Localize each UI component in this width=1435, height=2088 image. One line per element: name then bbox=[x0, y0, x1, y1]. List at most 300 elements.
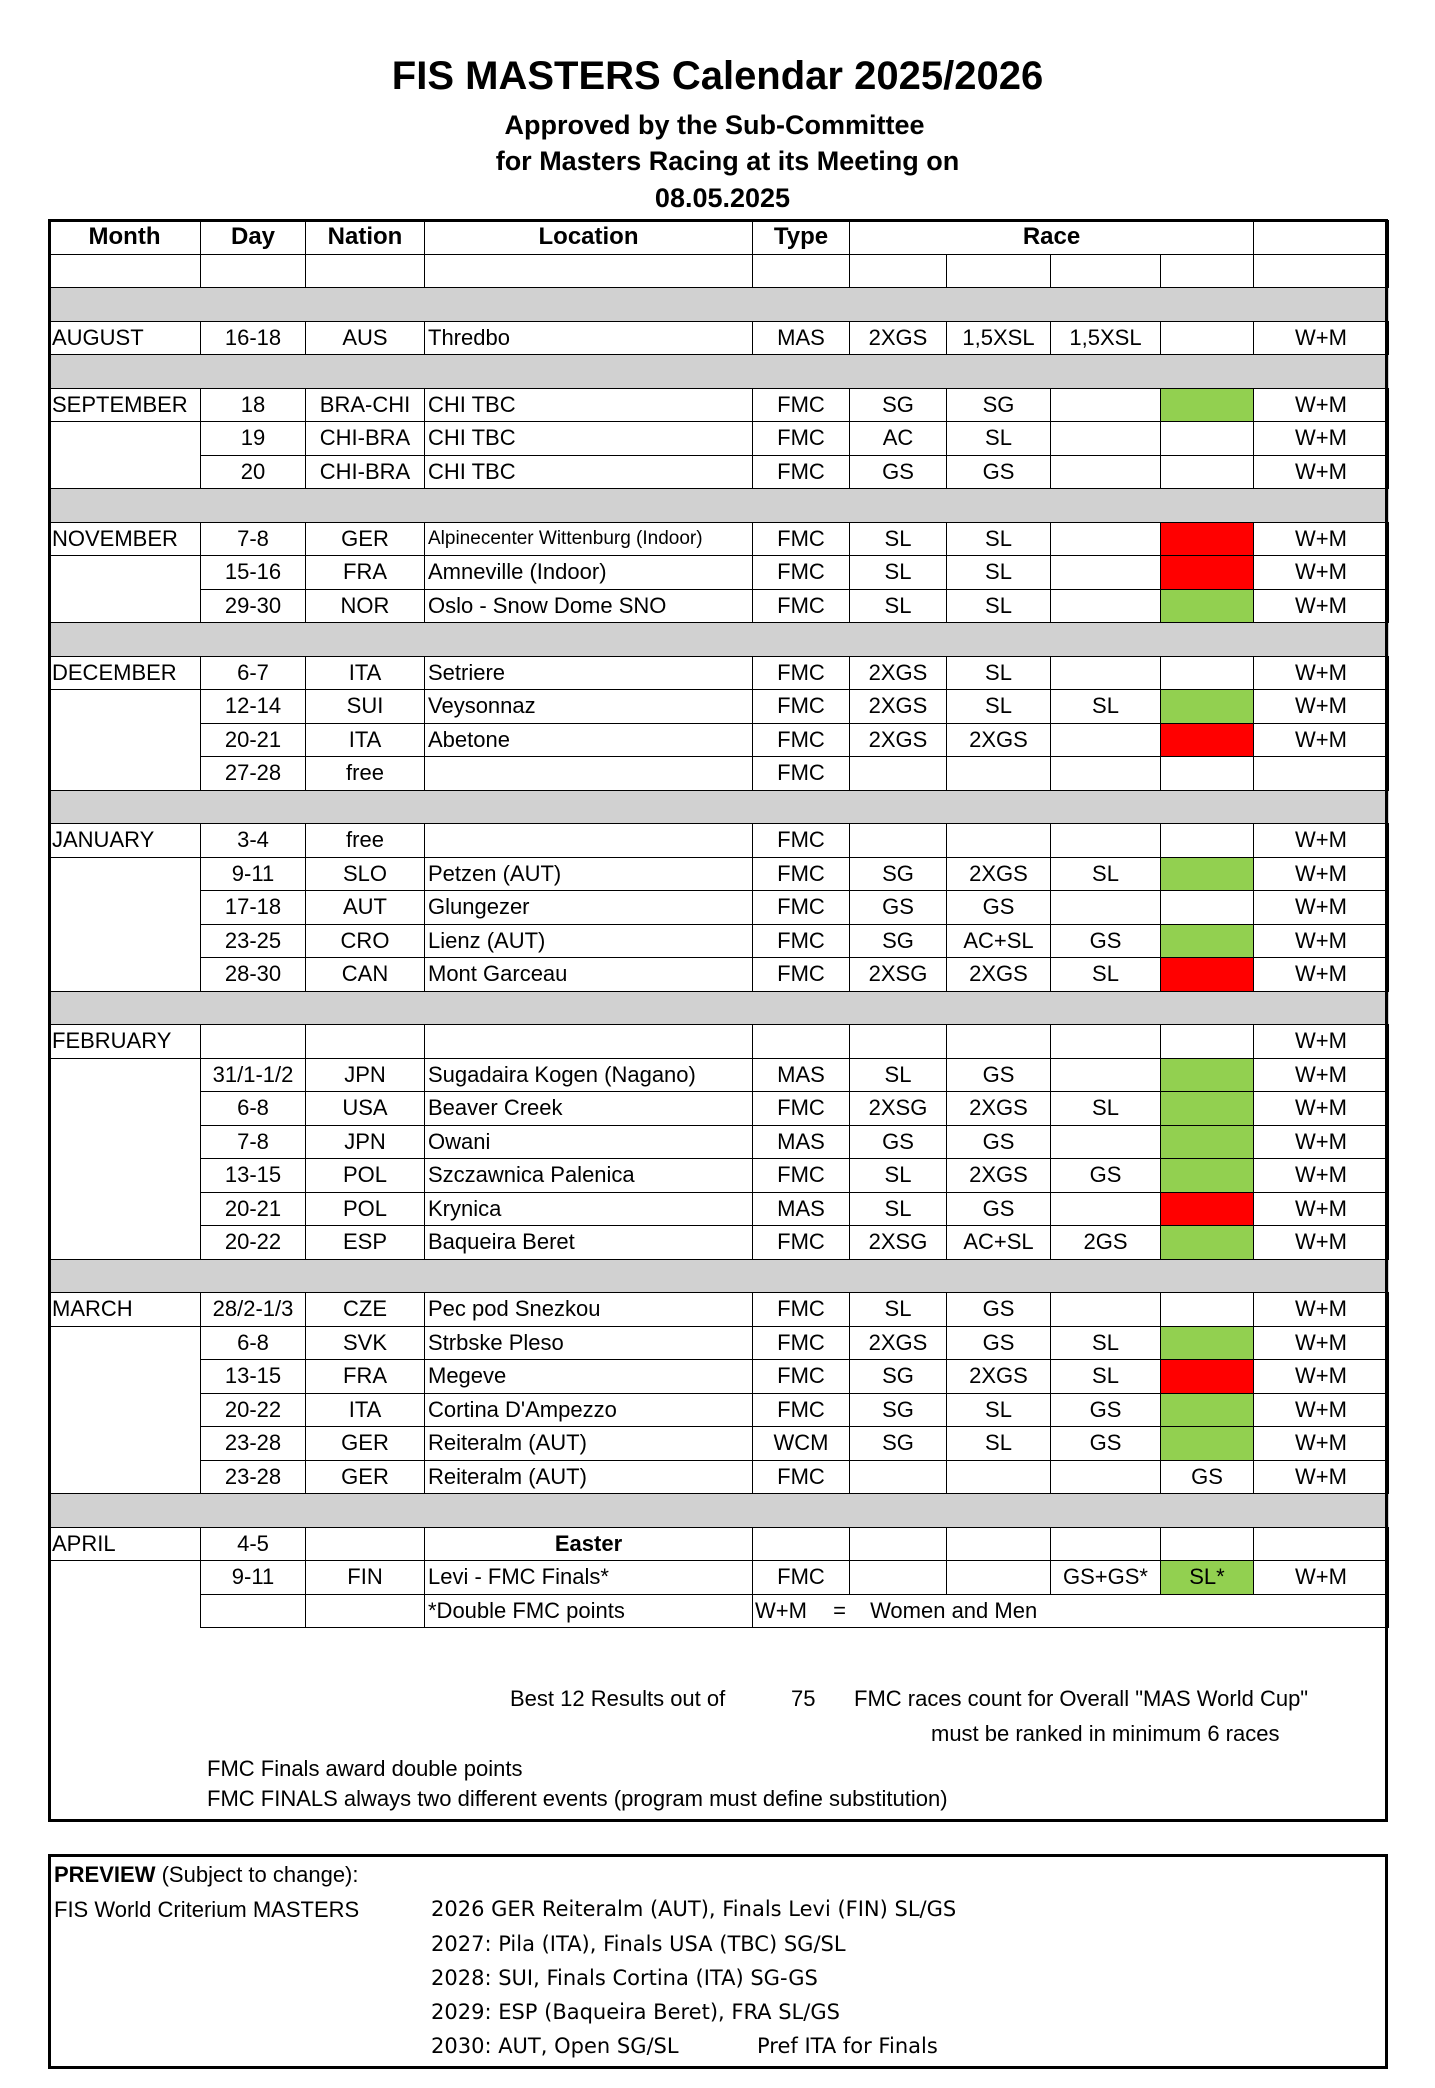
separator-cell bbox=[49, 991, 201, 1025]
status-cell bbox=[1161, 757, 1254, 791]
gender-cell: W+M bbox=[1254, 422, 1389, 456]
subtitle-line-2: for Masters Racing at its Meeting on bbox=[495, 146, 960, 176]
gender-cell: W+M bbox=[1254, 958, 1389, 992]
separator-cell bbox=[1254, 489, 1389, 523]
location-cell: Strbske Pleso bbox=[425, 1326, 753, 1360]
type-cell: FMC bbox=[753, 589, 850, 623]
race-2-cell: SL bbox=[947, 656, 1051, 690]
event-row bbox=[49, 1460, 1389, 1494]
nation-cell: USA bbox=[306, 1092, 425, 1126]
separator-cell bbox=[425, 623, 753, 657]
preview-2030-pref: Pref ITA for Finals bbox=[757, 2034, 938, 2058]
race-1-cell: 2XSG bbox=[850, 1226, 947, 1260]
blank-cell bbox=[850, 254, 947, 288]
month-cell bbox=[49, 556, 201, 590]
separator-row bbox=[49, 288, 1389, 322]
location-cell: Krynica bbox=[425, 1192, 753, 1226]
separator-cell bbox=[850, 623, 947, 657]
race-3-cell: SL bbox=[1051, 958, 1161, 992]
approval-date: 08.05.2025 bbox=[654, 183, 791, 213]
best-results-count: 75 bbox=[791, 1686, 816, 1711]
separator-cell bbox=[425, 991, 753, 1025]
race-3-cell bbox=[1051, 556, 1161, 590]
day-cell: 6-8 bbox=[201, 1092, 306, 1126]
finals-double-points: FMC Finals award double points bbox=[207, 1756, 523, 1781]
event-row bbox=[49, 522, 1389, 556]
race-1-cell bbox=[850, 757, 947, 791]
type-cell: FMC bbox=[753, 455, 850, 489]
gender-cell: W+M bbox=[1254, 690, 1389, 724]
event-row bbox=[49, 857, 1389, 891]
day-cell: 29-30 bbox=[201, 589, 306, 623]
separator-cell bbox=[306, 355, 425, 389]
race-2-cell: 2XGS bbox=[947, 1360, 1051, 1394]
separator-cell bbox=[1161, 355, 1254, 389]
status-cell bbox=[1161, 321, 1254, 355]
column-header-type: Type bbox=[753, 221, 850, 255]
race-1-cell: AC bbox=[850, 422, 947, 456]
type-cell: MAS bbox=[753, 1058, 850, 1092]
event-row bbox=[49, 1092, 1389, 1126]
race-3-cell: SL bbox=[1051, 1360, 1161, 1394]
nation-cell: AUT bbox=[306, 891, 425, 925]
nation-cell: ITA bbox=[306, 656, 425, 690]
type-cell: FMC bbox=[753, 924, 850, 958]
status-cell bbox=[1161, 1226, 1254, 1260]
event-row bbox=[49, 1527, 1389, 1561]
race-3-cell: GS bbox=[1051, 924, 1161, 958]
race-1-cell: 2XSG bbox=[850, 1092, 947, 1126]
separator-cell bbox=[306, 489, 425, 523]
gender-cell: W+M bbox=[1254, 1058, 1389, 1092]
separator-cell bbox=[1161, 1494, 1254, 1528]
gender-cell: W+M bbox=[1254, 522, 1389, 556]
day-cell bbox=[201, 1025, 306, 1059]
month-cell: APRIL bbox=[49, 1527, 201, 1561]
separator-cell bbox=[753, 288, 850, 322]
separator-cell bbox=[1161, 489, 1254, 523]
month-cell: DECEMBER bbox=[49, 656, 201, 690]
wm-equals: = bbox=[833, 1597, 846, 1623]
day-cell: 9-11 bbox=[201, 1561, 306, 1595]
status-cell: SL* bbox=[1161, 1561, 1254, 1595]
separator-cell bbox=[753, 790, 850, 824]
gender-cell: W+M bbox=[1254, 1025, 1389, 1059]
month-cell bbox=[49, 690, 201, 724]
event-row bbox=[49, 1326, 1389, 1360]
race-3-cell bbox=[1051, 1460, 1161, 1494]
race-3-cell bbox=[1051, 1125, 1161, 1159]
nation-cell: AUS bbox=[306, 321, 425, 355]
race-2-cell bbox=[947, 824, 1051, 858]
event-row bbox=[49, 1427, 1389, 1461]
status-cell bbox=[1161, 1326, 1254, 1360]
best-results-label: Best 12 Results out of bbox=[510, 1686, 726, 1711]
type-cell: FMC bbox=[753, 723, 850, 757]
day-cell: 19 bbox=[201, 422, 306, 456]
type-cell: FMC bbox=[753, 1360, 850, 1394]
type-cell: FMC bbox=[753, 891, 850, 925]
blank-cell bbox=[947, 254, 1051, 288]
status-cell bbox=[1161, 1159, 1254, 1193]
day-cell: 13-15 bbox=[201, 1360, 306, 1394]
nation-cell: GER bbox=[306, 1460, 425, 1494]
status-cell bbox=[1161, 388, 1254, 422]
type-cell: WCM bbox=[753, 1427, 850, 1461]
column-header-day: Day bbox=[201, 221, 306, 255]
type-cell: FMC bbox=[753, 1561, 850, 1595]
race-3-cell: SL bbox=[1051, 1326, 1161, 1360]
separator-cell bbox=[753, 1259, 850, 1293]
status-cell bbox=[1161, 1125, 1254, 1159]
nation-cell: SVK bbox=[306, 1326, 425, 1360]
type-cell bbox=[753, 1527, 850, 1561]
nation-cell bbox=[306, 1025, 425, 1059]
type-cell: MAS bbox=[753, 1125, 850, 1159]
race-1-cell: SG bbox=[850, 1393, 947, 1427]
month-cell: NOVEMBER bbox=[49, 522, 201, 556]
status-cell bbox=[1161, 1025, 1254, 1059]
separator-cell bbox=[947, 623, 1051, 657]
race-3-cell bbox=[1051, 1025, 1161, 1059]
race-2-cell: 2XGS bbox=[947, 723, 1051, 757]
legend-row bbox=[49, 1594, 1389, 1628]
wm-abbr: W+M bbox=[755, 1597, 807, 1623]
type-cell: FMC bbox=[753, 1393, 850, 1427]
separator-cell bbox=[201, 355, 306, 389]
race-1-cell: 2XGS bbox=[850, 1326, 947, 1360]
separator-cell bbox=[1254, 991, 1389, 1025]
separator-cell bbox=[1051, 1494, 1161, 1528]
race-2-cell bbox=[947, 1527, 1051, 1561]
type-cell: FMC bbox=[753, 1226, 850, 1260]
month-cell bbox=[49, 589, 201, 623]
preview-2026: 2026 GER Reiteralm (AUT), Finals Levi (FIN) SL/GS bbox=[431, 1897, 957, 1921]
page-title: FIS MASTERS Calendar 2025/2026 bbox=[391, 54, 1044, 98]
separator-cell bbox=[306, 288, 425, 322]
separator-cell bbox=[201, 991, 306, 1025]
separator-cell bbox=[425, 1494, 753, 1528]
type-cell: FMC bbox=[753, 388, 850, 422]
status-cell bbox=[1161, 1393, 1254, 1427]
location-cell: Baqueira Beret bbox=[425, 1226, 753, 1260]
race-2-cell: SL bbox=[947, 556, 1051, 590]
type-cell: FMC bbox=[753, 522, 850, 556]
status-cell bbox=[1161, 522, 1254, 556]
separator-cell bbox=[753, 991, 850, 1025]
status-cell bbox=[1161, 656, 1254, 690]
event-row bbox=[49, 1293, 1389, 1327]
nation-cell: BRA-CHI bbox=[306, 388, 425, 422]
notes-box bbox=[48, 1682, 1388, 1822]
race-2-cell bbox=[947, 1460, 1051, 1494]
separator-cell bbox=[306, 623, 425, 657]
race-1-cell: SL bbox=[850, 522, 947, 556]
race-3-cell: GS bbox=[1051, 1159, 1161, 1193]
nation-cell: NOR bbox=[306, 589, 425, 623]
event-row bbox=[49, 1360, 1389, 1394]
gender-cell: W+M bbox=[1254, 1427, 1389, 1461]
month-cell: JANUARY bbox=[49, 824, 201, 858]
race-3-cell bbox=[1051, 388, 1161, 422]
separator-cell bbox=[1051, 991, 1161, 1025]
location-cell: CHI TBC bbox=[425, 422, 753, 456]
month-cell bbox=[49, 1159, 201, 1193]
type-cell: FMC bbox=[753, 1460, 850, 1494]
day-cell: 20-21 bbox=[201, 1192, 306, 1226]
location-cell: Sugadaira Kogen (Nagano) bbox=[425, 1058, 753, 1092]
gender-cell: W+M bbox=[1254, 924, 1389, 958]
event-row bbox=[49, 824, 1389, 858]
race-1-cell bbox=[850, 1460, 947, 1494]
event-row bbox=[49, 1025, 1389, 1059]
race-1-cell: SG bbox=[850, 1360, 947, 1394]
day-cell: 16-18 bbox=[201, 321, 306, 355]
nation-cell: JPN bbox=[306, 1125, 425, 1159]
nation-cell: GER bbox=[306, 522, 425, 556]
separator-cell bbox=[753, 1494, 850, 1528]
gender-cell: W+M bbox=[1254, 321, 1389, 355]
gender-cell: W+M bbox=[1254, 891, 1389, 925]
day-cell: 17-18 bbox=[201, 891, 306, 925]
race-1-cell: SL bbox=[850, 1058, 947, 1092]
race-2-cell: SL bbox=[947, 690, 1051, 724]
blank-cell bbox=[425, 254, 753, 288]
race-3-cell bbox=[1051, 1058, 1161, 1092]
race-1-cell: GS bbox=[850, 455, 947, 489]
day-cell: 20-22 bbox=[201, 1226, 306, 1260]
column-header-month: Month bbox=[49, 221, 201, 255]
status-cell bbox=[1161, 924, 1254, 958]
preview-2030: 2030: AUT, Open SG/SL bbox=[431, 2034, 679, 2058]
month-cell bbox=[49, 1226, 201, 1260]
separator-cell bbox=[947, 991, 1051, 1025]
race-1-cell: GS bbox=[850, 1125, 947, 1159]
event-row bbox=[49, 1192, 1389, 1226]
separator-cell bbox=[850, 991, 947, 1025]
day-cell: 7-8 bbox=[201, 1125, 306, 1159]
separator-cell bbox=[49, 790, 201, 824]
status-cell bbox=[1161, 1427, 1254, 1461]
separator-cell bbox=[49, 288, 201, 322]
race-1-cell bbox=[850, 1025, 947, 1059]
nation-cell: ITA bbox=[306, 723, 425, 757]
event-row bbox=[49, 1125, 1389, 1159]
type-cell: FMC bbox=[753, 824, 850, 858]
nation-cell: FRA bbox=[306, 1360, 425, 1394]
status-cell bbox=[1161, 891, 1254, 925]
nation-cell: CAN bbox=[306, 958, 425, 992]
race-2-cell: SL bbox=[947, 1427, 1051, 1461]
race-2-cell: AC+SL bbox=[947, 924, 1051, 958]
preview-box bbox=[48, 1854, 1388, 2069]
status-cell: GS bbox=[1161, 1460, 1254, 1494]
race-2-cell: 1,5XSL bbox=[947, 321, 1051, 355]
status-cell bbox=[1161, 1527, 1254, 1561]
race-2-cell: GS bbox=[947, 455, 1051, 489]
separator-cell bbox=[753, 623, 850, 657]
type-cell: FMC bbox=[753, 690, 850, 724]
blank-cell bbox=[306, 254, 425, 288]
race-3-cell: SL bbox=[1051, 857, 1161, 891]
location-cell bbox=[425, 824, 753, 858]
nation-cell bbox=[306, 1527, 425, 1561]
race-2-cell: GS bbox=[947, 1192, 1051, 1226]
month-cell bbox=[49, 958, 201, 992]
separator-cell bbox=[1051, 1259, 1161, 1293]
event-row bbox=[49, 455, 1389, 489]
event-row bbox=[49, 388, 1389, 422]
status-cell bbox=[1161, 1360, 1254, 1394]
preview-label: FIS World Criterium MASTERS bbox=[54, 1897, 360, 1922]
race-2-cell: SL bbox=[947, 422, 1051, 456]
location-cell: Levi - FMC Finals* bbox=[425, 1561, 753, 1595]
location-cell: Amneville (Indoor) bbox=[425, 556, 753, 590]
separator-cell bbox=[1254, 1259, 1389, 1293]
race-2-cell: GS bbox=[947, 1293, 1051, 1327]
type-cell: FMC bbox=[753, 1159, 850, 1193]
month-cell bbox=[49, 757, 201, 791]
race-2-cell: SL bbox=[947, 1393, 1051, 1427]
day-cell: 6-7 bbox=[201, 656, 306, 690]
column-header-gender bbox=[1254, 221, 1389, 255]
separator-cell bbox=[306, 1259, 425, 1293]
separator-cell bbox=[49, 1259, 201, 1293]
separator-cell bbox=[850, 1494, 947, 1528]
blank-cell bbox=[201, 254, 306, 288]
location-cell: Cortina D'Ampezzo bbox=[425, 1393, 753, 1427]
event-row bbox=[49, 556, 1389, 590]
calendar-table bbox=[48, 220, 1389, 1628]
status-cell bbox=[1161, 690, 1254, 724]
day-cell: 31/1-1/2 bbox=[201, 1058, 306, 1092]
status-cell bbox=[1161, 824, 1254, 858]
race-2-cell: SL bbox=[947, 589, 1051, 623]
separator-cell bbox=[850, 790, 947, 824]
gender-cell: W+M bbox=[1254, 556, 1389, 590]
month-cell bbox=[49, 1058, 201, 1092]
blank-cell bbox=[1254, 254, 1389, 288]
gender-cell bbox=[1254, 757, 1389, 791]
race-3-cell bbox=[1051, 891, 1161, 925]
race-2-cell: SG bbox=[947, 388, 1051, 422]
calendar-body bbox=[49, 221, 1389, 1595]
nation-cell: ITA bbox=[306, 1393, 425, 1427]
column-header-nation: Nation bbox=[306, 221, 425, 255]
separator-cell bbox=[1161, 623, 1254, 657]
separator-cell bbox=[1254, 790, 1389, 824]
event-row bbox=[49, 891, 1389, 925]
event-row bbox=[49, 924, 1389, 958]
event-row bbox=[49, 690, 1389, 724]
status-cell bbox=[1161, 958, 1254, 992]
day-cell: 27-28 bbox=[201, 757, 306, 791]
separator-cell bbox=[201, 623, 306, 657]
race-1-cell: SG bbox=[850, 1427, 947, 1461]
separator-cell bbox=[850, 288, 947, 322]
month-cell: SEPTEMBER bbox=[49, 388, 201, 422]
day-cell: 6-8 bbox=[201, 1326, 306, 1360]
event-row bbox=[49, 1058, 1389, 1092]
race-1-cell bbox=[850, 824, 947, 858]
nation-cell: JPN bbox=[306, 1058, 425, 1092]
nation-cell: POL bbox=[306, 1159, 425, 1193]
race-1-cell: SL bbox=[850, 589, 947, 623]
status-cell bbox=[1161, 556, 1254, 590]
separator-cell bbox=[49, 489, 201, 523]
event-row bbox=[49, 757, 1389, 791]
location-cell: Reiteralm (AUT) bbox=[425, 1460, 753, 1494]
month-cell bbox=[49, 455, 201, 489]
location-cell: Reiteralm (AUT) bbox=[425, 1427, 753, 1461]
type-cell: FMC bbox=[753, 1092, 850, 1126]
preview-title: PREVIEW bbox=[54, 1862, 156, 1887]
legend-empty-day bbox=[201, 1594, 306, 1628]
blank-row bbox=[49, 254, 1389, 288]
race-2-cell bbox=[947, 1025, 1051, 1059]
separator-cell bbox=[947, 1494, 1051, 1528]
preview-heading bbox=[54, 1862, 359, 1888]
separator-cell bbox=[1051, 790, 1161, 824]
race-3-cell bbox=[1051, 1192, 1161, 1226]
gender-cell: W+M bbox=[1254, 1092, 1389, 1126]
legend-empty-month bbox=[49, 1594, 201, 1628]
separator-row bbox=[49, 355, 1389, 389]
gender-cell: W+M bbox=[1254, 1393, 1389, 1427]
event-row bbox=[49, 1561, 1389, 1595]
best-results-text: FMC races count for Overall "MAS World Cup" bbox=[854, 1686, 1309, 1711]
event-row bbox=[49, 958, 1389, 992]
day-cell: 23-28 bbox=[201, 1427, 306, 1461]
gender-cell: W+M bbox=[1254, 388, 1389, 422]
day-cell: 9-11 bbox=[201, 857, 306, 891]
column-header-row bbox=[49, 221, 1389, 255]
separator-cell bbox=[1051, 355, 1161, 389]
event-row bbox=[49, 589, 1389, 623]
race-2-cell: AC+SL bbox=[947, 1226, 1051, 1260]
separator-cell bbox=[49, 355, 201, 389]
separator-cell bbox=[947, 790, 1051, 824]
location-cell: Mont Garceau bbox=[425, 958, 753, 992]
race-2-cell: 2XGS bbox=[947, 1092, 1051, 1126]
race-1-cell: 2XGS bbox=[850, 321, 947, 355]
nation-cell: free bbox=[306, 757, 425, 791]
race-3-cell bbox=[1051, 455, 1161, 489]
month-cell bbox=[49, 1326, 201, 1360]
gender-cell: W+M bbox=[1254, 824, 1389, 858]
separator-cell bbox=[947, 489, 1051, 523]
gender-cell: W+M bbox=[1254, 1125, 1389, 1159]
event-row bbox=[49, 321, 1389, 355]
status-cell bbox=[1161, 723, 1254, 757]
separator-cell bbox=[1051, 489, 1161, 523]
gender-cell: W+M bbox=[1254, 656, 1389, 690]
gender-cell: W+M bbox=[1254, 1192, 1389, 1226]
type-cell: FMC bbox=[753, 656, 850, 690]
wm-description: Women and Men bbox=[870, 1597, 1038, 1623]
month-cell bbox=[49, 723, 201, 757]
race-2-cell bbox=[947, 757, 1051, 791]
gender-cell: W+M bbox=[1254, 1159, 1389, 1193]
status-cell bbox=[1161, 455, 1254, 489]
day-cell: 23-28 bbox=[201, 1460, 306, 1494]
race-3-cell: 2GS bbox=[1051, 1226, 1161, 1260]
day-cell: 3-4 bbox=[201, 824, 306, 858]
race-1-cell: SL bbox=[850, 556, 947, 590]
separator-cell bbox=[1161, 991, 1254, 1025]
status-cell bbox=[1161, 1293, 1254, 1327]
race-3-cell bbox=[1051, 422, 1161, 456]
